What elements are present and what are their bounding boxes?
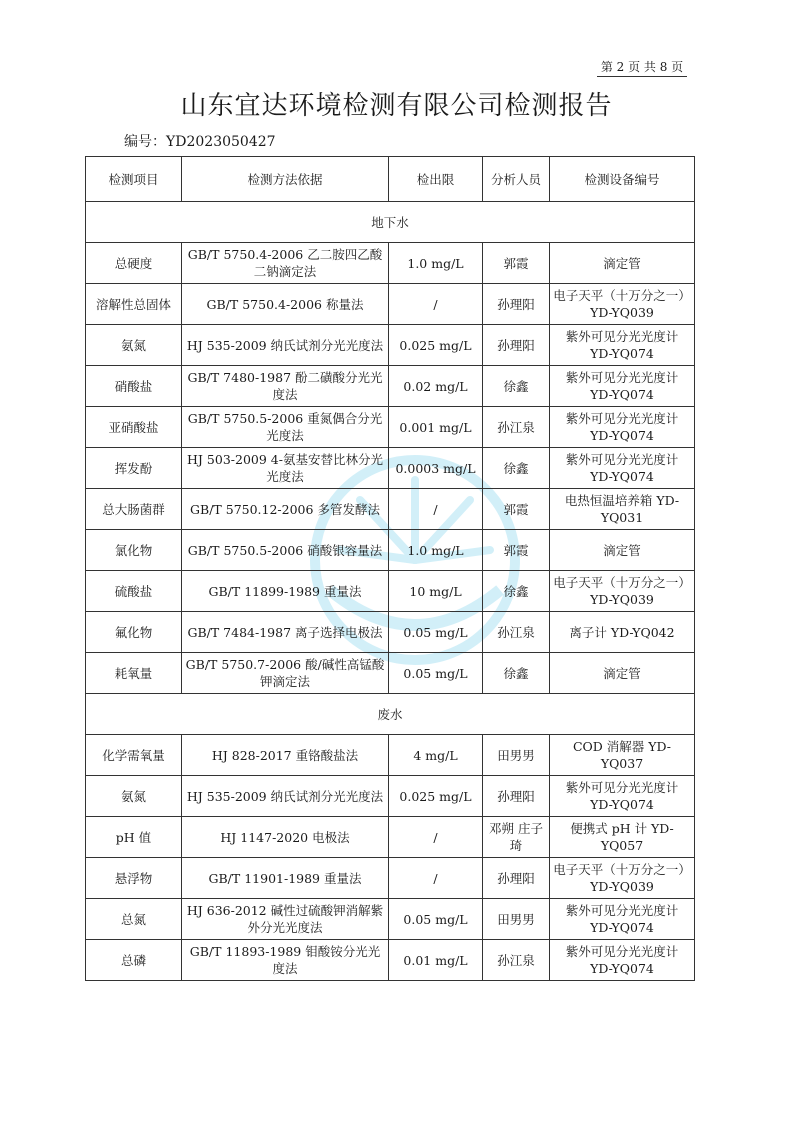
cell-analyst: 郭霞 xyxy=(483,489,550,530)
cell-item: 悬浮物 xyxy=(86,858,182,899)
cell-item: pH 值 xyxy=(86,817,182,858)
cell-limit: 0.05 mg/L xyxy=(389,653,483,694)
page-number: 第 2 页 共 8 页 xyxy=(597,58,687,77)
cell-method: HJ 828-2017 重铬酸盐法 xyxy=(182,735,389,776)
cell-analyst: 田男男 xyxy=(483,899,550,940)
cell-item: 耗氧量 xyxy=(86,653,182,694)
cell-analyst: 孙江泉 xyxy=(483,940,550,981)
cell-equipment: 电子天平（十万分之一）YD-YQ039 xyxy=(550,571,695,612)
cell-limit: 0.025 mg/L xyxy=(389,325,483,366)
cell-analyst: 邓朔 庄子琦 xyxy=(483,817,550,858)
cell-limit: 1.0 mg/L xyxy=(389,530,483,571)
table-row xyxy=(86,448,695,489)
cell-equipment: 紫外可见分光光度计 YD-YQ074 xyxy=(550,407,695,448)
cell-analyst: 徐鑫 xyxy=(483,366,550,407)
cell-analyst: 郭霞 xyxy=(483,243,550,284)
cell-method: GB/T 11893-1989 钼酸铵分光光度法 xyxy=(182,940,389,981)
cell-equipment: 滴定管 xyxy=(550,653,695,694)
cell-equipment: 滴定管 xyxy=(550,243,695,284)
table-row xyxy=(86,940,695,981)
cell-method: HJ 636-2012 碱性过硫酸钾消解紫外分光光度法 xyxy=(182,899,389,940)
header-limit: 检出限 xyxy=(389,157,483,202)
cell-limit: 0.05 mg/L xyxy=(389,612,483,653)
cell-analyst: 孙江泉 xyxy=(483,407,550,448)
cell-item: 挥发酚 xyxy=(86,448,182,489)
table-row xyxy=(86,530,695,571)
table-row xyxy=(86,407,695,448)
cell-method: GB/T 5750.12-2006 多管发酵法 xyxy=(182,489,389,530)
cell-limit: 0.001 mg/L xyxy=(389,407,483,448)
table-row xyxy=(86,284,695,325)
cell-item: 化学需氧量 xyxy=(86,735,182,776)
cell-equipment: 紫外可见分光光度计 YD-YQ074 xyxy=(550,366,695,407)
cell-item: 硝酸盐 xyxy=(86,366,182,407)
cell-equipment: 电子天平（十万分之一）YD-YQ039 xyxy=(550,858,695,899)
section-title: 地下水 xyxy=(86,202,695,243)
cell-item: 氨氮 xyxy=(86,325,182,366)
header-item: 检测项目 xyxy=(86,157,182,202)
cell-method: HJ 1147-2020 电极法 xyxy=(182,817,389,858)
cell-limit: 10 mg/L xyxy=(389,571,483,612)
cell-item: 氟化物 xyxy=(86,612,182,653)
cell-limit: 0.025 mg/L xyxy=(389,776,483,817)
section-row xyxy=(86,694,695,735)
test-methods-table xyxy=(85,156,695,981)
cell-analyst: 徐鑫 xyxy=(483,571,550,612)
table-row xyxy=(86,858,695,899)
cell-limit: 0.02 mg/L xyxy=(389,366,483,407)
cell-item: 氨氮 xyxy=(86,776,182,817)
cell-equipment: 电子天平（十万分之一）YD-YQ039 xyxy=(550,284,695,325)
cell-equipment: 电热恒温培养箱 YD-YQ031 xyxy=(550,489,695,530)
cell-item: 硫酸盐 xyxy=(86,571,182,612)
cell-limit: / xyxy=(389,489,483,530)
cell-method: GB/T 11899-1989 重量法 xyxy=(182,571,389,612)
cell-analyst: 孙理阳 xyxy=(483,776,550,817)
cell-method: GB/T 7484-1987 离子选择电极法 xyxy=(182,612,389,653)
cell-analyst: 孙江泉 xyxy=(483,612,550,653)
cell-analyst: 孙理阳 xyxy=(483,284,550,325)
cell-method: GB/T 5750.7-2006 酸/碱性高锰酸钾滴定法 xyxy=(182,653,389,694)
cell-analyst: 孙理阳 xyxy=(483,325,550,366)
cell-analyst: 田男男 xyxy=(483,735,550,776)
table-row xyxy=(86,817,695,858)
table-row xyxy=(86,243,695,284)
cell-method: HJ 503-2009 4-氨基安替比林分光光度法 xyxy=(182,448,389,489)
cell-equipment: 滴定管 xyxy=(550,530,695,571)
cell-equipment: 便携式 pH 计 YD-YQ057 xyxy=(550,817,695,858)
cell-item: 氯化物 xyxy=(86,530,182,571)
header-analyst: 分析人员 xyxy=(483,157,550,202)
table-row xyxy=(86,735,695,776)
table-row xyxy=(86,653,695,694)
cell-method: GB/T 5750.4-2006 称量法 xyxy=(182,284,389,325)
section-title: 废水 xyxy=(86,694,695,735)
report-number: 编号：YD2023050427 xyxy=(124,134,276,150)
table-row xyxy=(86,776,695,817)
cell-limit: 0.0003 mg/L xyxy=(389,448,483,489)
cell-method: HJ 535-2009 纳氏试剂分光光度法 xyxy=(182,325,389,366)
cell-equipment: 紫外可见分光光度计 YD-YQ074 xyxy=(550,899,695,940)
cell-method: GB/T 11901-1989 重量法 xyxy=(182,858,389,899)
table-row xyxy=(86,899,695,940)
header-equipment: 检测设备编号 xyxy=(550,157,695,202)
cell-limit: / xyxy=(389,284,483,325)
cell-analyst: 孙理阳 xyxy=(483,858,550,899)
cell-method: GB/T 7480-1987 酚二磺酸分光光度法 xyxy=(182,366,389,407)
cell-method: GB/T 5750.5-2006 硝酸银容量法 xyxy=(182,530,389,571)
cell-item: 溶解性总固体 xyxy=(86,284,182,325)
cell-equipment: 紫外可见分光光度计 YD-YQ074 xyxy=(550,776,695,817)
cell-method: HJ 535-2009 纳氏试剂分光光度法 xyxy=(182,776,389,817)
table-row xyxy=(86,366,695,407)
cell-analyst: 郭霞 xyxy=(483,530,550,571)
cell-limit: 4 mg/L xyxy=(389,735,483,776)
cell-limit: / xyxy=(389,858,483,899)
cell-item: 总大肠菌群 xyxy=(86,489,182,530)
cell-limit: 1.0 mg/L xyxy=(389,243,483,284)
table-row xyxy=(86,325,695,366)
cell-limit: 0.05 mg/L xyxy=(389,899,483,940)
cell-equipment: COD 消解器 YD-YQ037 xyxy=(550,735,695,776)
cell-item: 总磷 xyxy=(86,940,182,981)
cell-limit: 0.01 mg/L xyxy=(389,940,483,981)
report-title: 山东宜达环境检测有限公司检测报告 xyxy=(180,91,613,121)
cell-item: 亚硝酸盐 xyxy=(86,407,182,448)
header-method: 检测方法依据 xyxy=(182,157,389,202)
cell-item: 总氮 xyxy=(86,899,182,940)
cell-equipment: 紫外可见分光光度计 YD-YQ074 xyxy=(550,448,695,489)
cell-equipment: 紫外可见分光光度计 YD-YQ074 xyxy=(550,325,695,366)
table-row xyxy=(86,489,695,530)
section-row xyxy=(86,202,695,243)
cell-analyst: 徐鑫 xyxy=(483,448,550,489)
cell-equipment: 紫外可见分光光度计 YD-YQ074 xyxy=(550,940,695,981)
table-header-row xyxy=(86,157,695,202)
cell-analyst: 徐鑫 xyxy=(483,653,550,694)
cell-limit: / xyxy=(389,817,483,858)
table-row xyxy=(86,612,695,653)
cell-method: GB/T 5750.5-2006 重氮偶合分光光度法 xyxy=(182,407,389,448)
cell-equipment: 离子计 YD-YQ042 xyxy=(550,612,695,653)
cell-method: GB/T 5750.4-2006 乙二胺四乙酸二钠滴定法 xyxy=(182,243,389,284)
table-body xyxy=(86,202,695,981)
table-row xyxy=(86,571,695,612)
cell-item: 总硬度 xyxy=(86,243,182,284)
